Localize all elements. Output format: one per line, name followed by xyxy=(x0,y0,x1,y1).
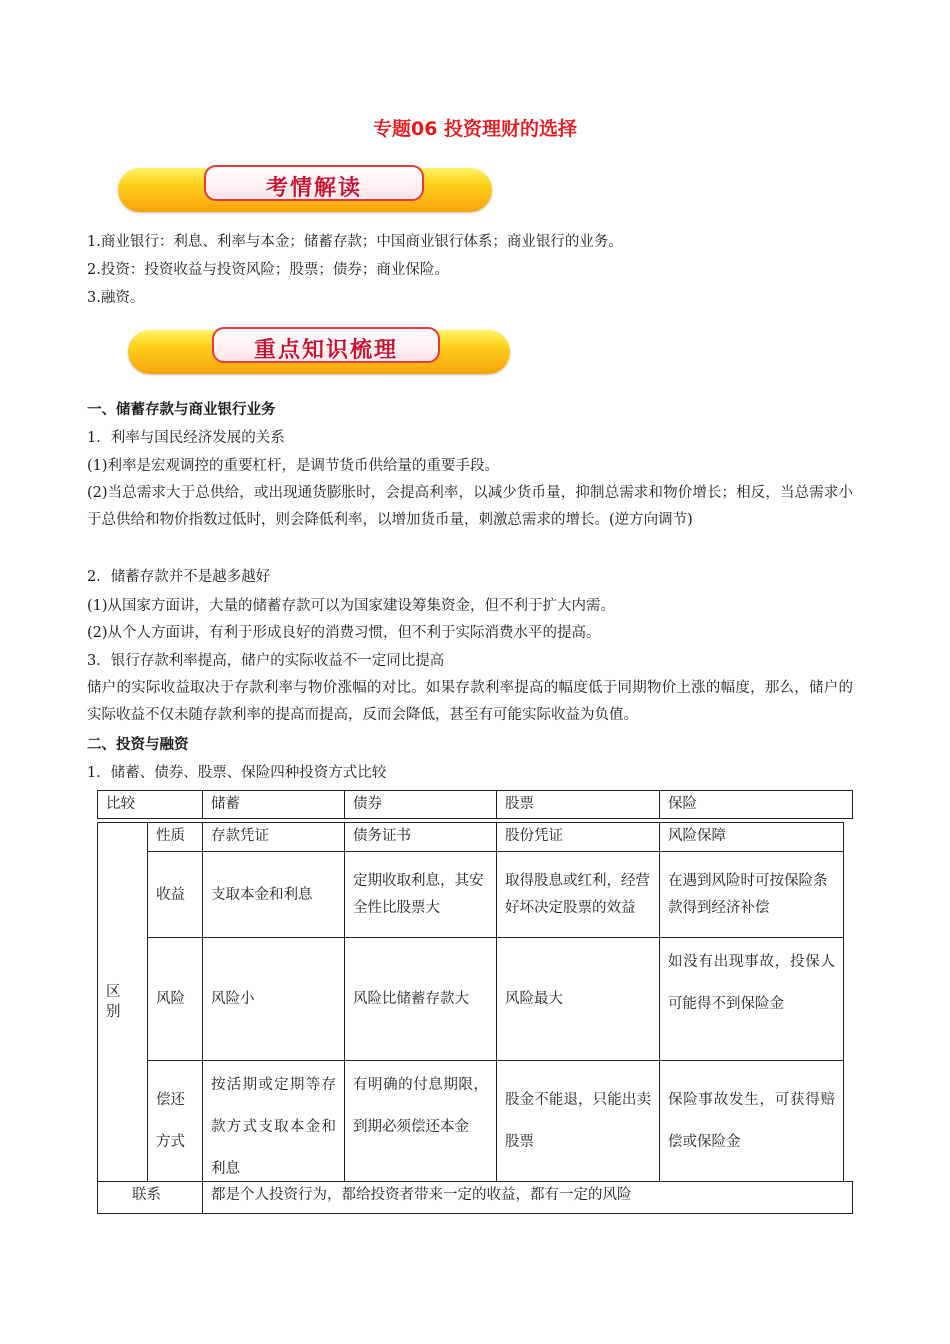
section2-p1-title: 1．储蓄、债券、股票、保险四种投资方式比较 xyxy=(87,765,387,781)
table-row-label xyxy=(147,1060,203,1182)
cell-text: 在遇到风险时可按保险条款得到经济补偿 xyxy=(668,872,828,916)
table-cell xyxy=(202,851,345,938)
table-cell: 风险保障 xyxy=(659,822,844,852)
cell-text: 股金不能退，只能出卖股票 xyxy=(505,1092,651,1150)
section1-p1-a: (1)利率是宏观调控的重要杠杆，是调节货币供给量的重要手段。 xyxy=(87,458,500,474)
group-label-text: 区别 xyxy=(106,984,121,1020)
table-cell xyxy=(496,937,660,1061)
table-row-label xyxy=(147,851,203,938)
banner-key-points-label: 重点知识梳理 xyxy=(253,338,398,363)
table-row-label: 性质 xyxy=(147,822,203,852)
cell-text: 风险小 xyxy=(211,991,255,1007)
banner-key-points xyxy=(128,330,510,374)
section2-heading: 二、投资与融资 xyxy=(87,737,189,753)
table-header-cell: 比较 xyxy=(97,790,203,819)
table-link-text: 都是个人投资行为，都给投资者带来一定的收益，都有一定的风险 xyxy=(202,1181,853,1214)
section1-heading: 一、储蓄存款与商业银行业务 xyxy=(87,402,276,418)
table-cell: 按活期或定期等存款方式支取本金和利息 xyxy=(202,1060,345,1182)
cell-text: 定期收取利息，其安全性比股票大 xyxy=(353,872,484,916)
table-row-label xyxy=(147,937,203,1061)
table-cell xyxy=(344,851,497,938)
table-header-cell: 债券 xyxy=(344,790,497,819)
section1-p1-title: 1．利率与国民经济发展的关系 xyxy=(87,430,285,446)
table-cell xyxy=(344,937,497,1061)
table-cell xyxy=(659,851,844,938)
table-header-cell: 储蓄 xyxy=(202,790,345,819)
section1-p2-b: (2)从个人方面讲，有利于形成良好的消费习惯，但不利于实际消费水平的提高。 xyxy=(87,625,601,641)
table-cell: 股份凭证 xyxy=(496,822,660,852)
table-header-cell: 股票 xyxy=(496,790,660,819)
table-group-label xyxy=(97,822,148,1182)
table-cell xyxy=(496,1060,660,1182)
section1-p1-b: (2)当总需求大于总供给，或出现通货膨胀时，会提高利率，以减少货币量，抑制总需求和物价增长；相反，当总需求小于总供给和物价指数过低时，则会降低利率，以增加货币量，刺激总需求的增长。(逆方向调节) xyxy=(87,485,853,528)
section1-p2-title: 2．储蓄存款并不是越多越好 xyxy=(87,569,271,585)
cell-text: 风险比储蓄存款大 xyxy=(353,991,469,1007)
table-cell xyxy=(659,1060,844,1182)
banner-exam-analysis xyxy=(118,168,492,212)
cell-text: 支取本金和利息 xyxy=(211,886,313,903)
row-label-text: 偿还方式 xyxy=(156,1092,185,1150)
outline-item-2: 2.投资：投资收益与投资风险；股票；债券；商业保险。 xyxy=(87,262,449,278)
banner-exam-analysis-label: 考情解读 xyxy=(265,176,362,201)
table-cell: 如没有出现事故，投保人可能得不到保险金 xyxy=(659,937,844,1061)
outline-item-1: 1.商业银行：利息、利率与本金；储蓄存款；中国商业银行体系；商业银行的业务。 xyxy=(87,234,623,250)
section1-p2-a: (1)从国家方面讲，大量的储蓄存款可以为国家建设筹集资金，但不利于扩大内需。 xyxy=(87,598,616,614)
table-cell: 存款凭证 xyxy=(202,822,345,852)
cell-text: 保险事故发生，可获得赔偿或保险金 xyxy=(668,1092,835,1150)
table-link-label: 联系 xyxy=(97,1181,203,1214)
cell-text: 取得股息或红利，经营好坏决定股票的效益 xyxy=(505,872,650,916)
section1-p3-a: 储户的实际收益取决于存款利率与物价涨幅的对比。如果存款利率提高的幅度低于同期物价上涨的幅度，那么，储户的实际收益不仅未随存款利率的提高而提高，反而会降低，甚至有可能实际收益为负值。 xyxy=(87,680,853,723)
cell-text: 风险最大 xyxy=(505,991,563,1007)
section1-p3-title: 3．银行存款利率提高，储户的实际收益不一定同比提高 xyxy=(87,653,445,669)
table-cell xyxy=(496,851,660,938)
table-header-cell: 保险 xyxy=(659,790,853,819)
row-label-text: 收益 xyxy=(156,886,185,903)
table-cell: 有明确的付息期限，到期必须偿还本金 xyxy=(344,1060,497,1182)
table-cell xyxy=(202,937,345,1061)
table-cell: 债务证书 xyxy=(344,822,497,852)
outline-item-3: 3.融资。 xyxy=(87,290,145,306)
row-label-text: 风险 xyxy=(156,991,185,1007)
page-title: 专题06 投资理财的选择 xyxy=(372,118,578,140)
